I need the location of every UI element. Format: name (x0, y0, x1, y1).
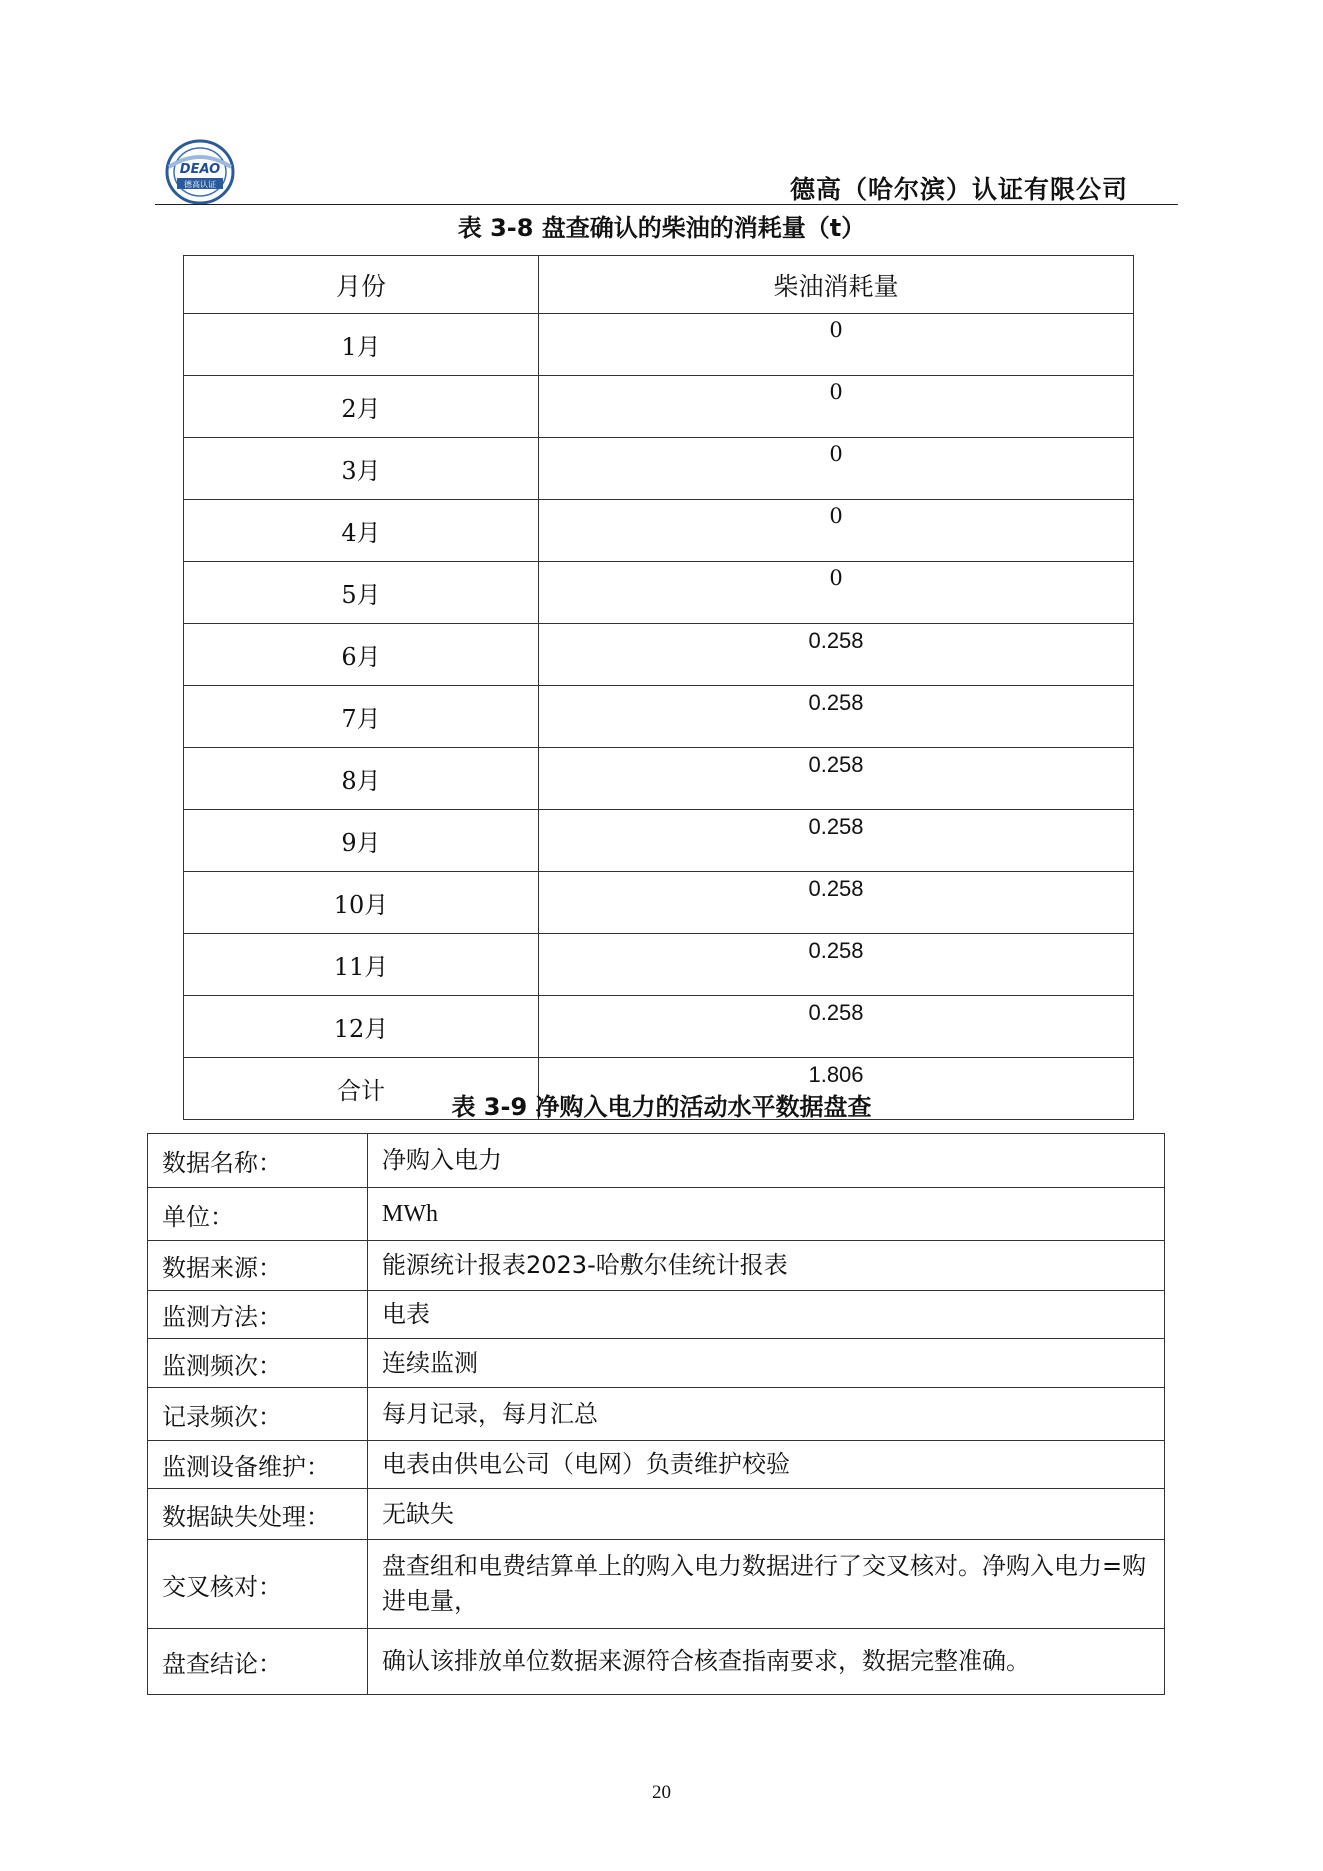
table-row (184, 748, 1134, 810)
company-logo (163, 137, 237, 207)
table-row (184, 438, 1134, 500)
value-cell: 0.258 (539, 748, 1134, 810)
row-value: 连续监测 (368, 1339, 1165, 1388)
value-cell: 0 (539, 562, 1134, 624)
month-cell: 10月 (184, 872, 539, 934)
month-cell: 12月 (184, 996, 539, 1058)
row-label: 交叉核对： (148, 1540, 368, 1629)
row-value: 电表由供电公司（电网）负责维护校验 (368, 1441, 1165, 1489)
value-cell: 0 (539, 314, 1134, 376)
month-cell: 8月 (184, 748, 539, 810)
header-month: 月份 (184, 256, 539, 314)
month-cell: 3月 (184, 438, 539, 500)
table-row (184, 686, 1134, 748)
page-number: 20 (652, 1782, 671, 1803)
row-label: 单位： (148, 1188, 368, 1241)
value-cell: 0.258 (539, 872, 1134, 934)
row-label: 监测方法： (148, 1291, 368, 1339)
table-row (148, 1489, 1165, 1540)
table1-caption: 表 3-8 盘查确认的柴油的消耗量（t） (457, 214, 866, 242)
row-label: 数据名称： (148, 1134, 368, 1188)
row-label: 记录频次： (148, 1388, 368, 1441)
table-header-row (184, 256, 1134, 314)
row-value: 能源统计报表2023-哈敷尔佳统计报表 (368, 1241, 1165, 1291)
value-cell: 0 (539, 500, 1134, 562)
diesel-consumption-table (183, 255, 1134, 1120)
value-cell: 0.258 (539, 686, 1134, 748)
logo-subtext: 德高认证 (184, 180, 216, 189)
row-label: 盘查结论： (148, 1629, 368, 1695)
table-row (184, 996, 1134, 1058)
table-row (184, 810, 1134, 872)
table-row (184, 314, 1134, 376)
logo-text: DEAO (179, 162, 221, 177)
row-value: 盘查组和电费结算单上的购入电力数据进行了交叉核对。净购入电力=购进电量， (368, 1540, 1165, 1629)
table-row (148, 1629, 1165, 1695)
row-label: 监测频次： (148, 1339, 368, 1388)
row-label: 数据缺失处理： (148, 1489, 368, 1540)
company-name: 德高（哈尔滨）认证有限公司 (790, 175, 1129, 204)
month-cell: 4月 (184, 500, 539, 562)
header-divider (155, 204, 1178, 205)
table-row (184, 376, 1134, 438)
month-cell: 11月 (184, 934, 539, 996)
table-row (184, 624, 1134, 686)
month-cell: 5月 (184, 562, 539, 624)
total-value: 1.806 (539, 1058, 1134, 1120)
row-value: 确认该排放单位数据来源符合核查指南要求，数据完整准确。 (368, 1629, 1165, 1695)
row-label: 监测设备维护： (148, 1441, 368, 1489)
electricity-data-table (147, 1133, 1165, 1695)
table-row (148, 1291, 1165, 1339)
table-row (148, 1241, 1165, 1291)
row-value: MWh (368, 1188, 1165, 1241)
table-row (148, 1188, 1165, 1241)
table-row (148, 1388, 1165, 1441)
table-row (148, 1134, 1165, 1188)
table-row (148, 1339, 1165, 1388)
row-value: 净购入电力 (368, 1134, 1165, 1188)
table-row (148, 1540, 1165, 1629)
value-cell: 0.258 (539, 996, 1134, 1058)
row-value: 无缺失 (368, 1489, 1165, 1540)
row-value: 每月记录，每月汇总 (368, 1388, 1165, 1441)
month-cell: 7月 (184, 686, 539, 748)
month-cell: 1月 (184, 314, 539, 376)
header-consumption: 柴油消耗量 (539, 256, 1134, 314)
value-cell: 0.258 (539, 624, 1134, 686)
table2-caption: 表 3-9 净购入电力的活动水平数据盘查 (451, 1093, 872, 1121)
value-cell: 0 (539, 438, 1134, 500)
value-cell: 0.258 (539, 810, 1134, 872)
month-cell: 9月 (184, 810, 539, 872)
table-row (184, 500, 1134, 562)
table-row (184, 562, 1134, 624)
value-cell: 0 (539, 376, 1134, 438)
month-cell: 6月 (184, 624, 539, 686)
row-value: 电表 (368, 1291, 1165, 1339)
table-row (148, 1441, 1165, 1489)
table-row (184, 934, 1134, 996)
value-cell: 0.258 (539, 934, 1134, 996)
row-label: 数据来源： (148, 1241, 368, 1291)
table-row (184, 872, 1134, 934)
month-cell: 2月 (184, 376, 539, 438)
total-label: 合计 (184, 1058, 539, 1120)
